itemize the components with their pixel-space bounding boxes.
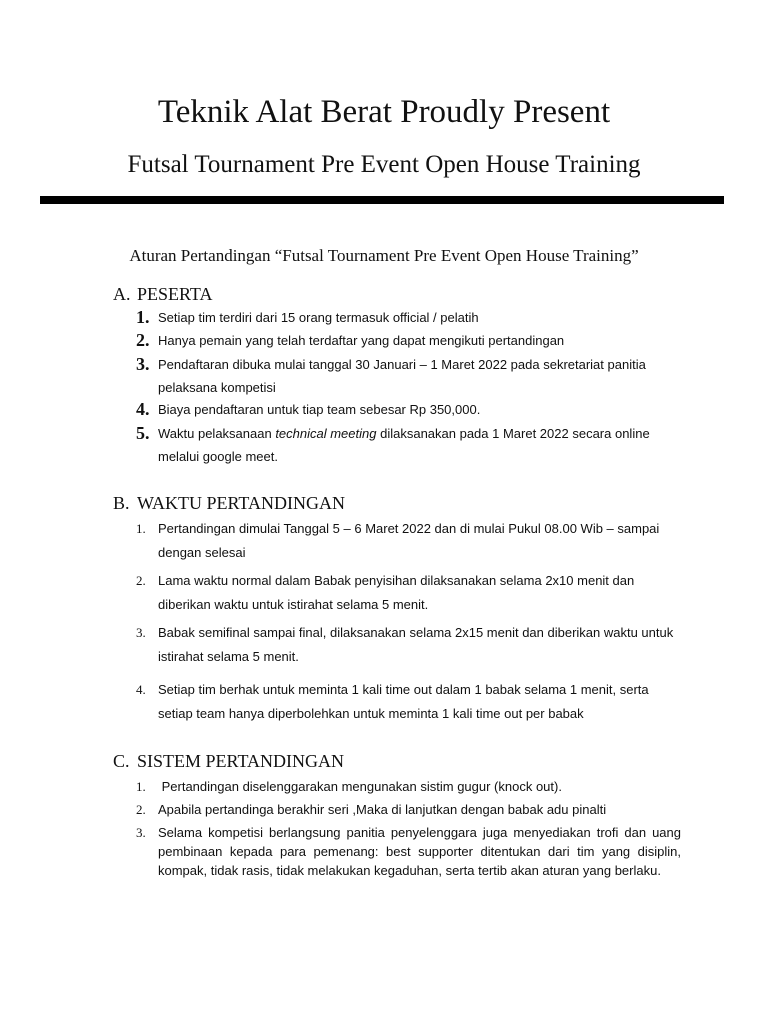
list-item-number: 2.: [136, 330, 150, 350]
list-item-text-part: dilaksanakan pada 1 Maret 2022 secara online melalui google meet.: [158, 426, 650, 464]
list-item: [136, 306, 681, 329]
list-item-text-part: Waktu pelaksanaan: [158, 426, 276, 441]
list-item-number: 2.: [136, 573, 146, 588]
list-item-number: 3.: [136, 825, 146, 840]
list-item-number: 2.: [136, 802, 146, 817]
list-item-number: 1.: [136, 307, 150, 327]
list-item: [136, 398, 681, 421]
list-item-text: Pertandingan dimulai Tanggal 5 – 6 Maret 2022 dan di mulai Pukul 08.00 Wib – sampai dengan selesai: [158, 521, 660, 560]
list-item: [136, 621, 681, 669]
list-item-text: Biaya pendaftaran untuk tiap team sebesar Rp 350,000.: [158, 402, 481, 417]
list-item-text: Lama waktu normal dalam Babak penyisihan dilaksanakan selama 2x10 menit dan diberikan waktu untuk istirahat selama 5 menit.: [158, 573, 635, 612]
document-title: Teknik Alat Berat Proudly Present: [157, 94, 611, 130]
document-subtitle: Futsal Tournament Pre Event Open House Training: [127, 151, 641, 178]
list-item-text: Hanya pemain yang telah terdaftar yang dapat mengikuti pertandingan: [158, 333, 565, 348]
list-item: [136, 569, 681, 617]
list-item-text: Pendaftaran dibuka mulai tanggal 30 Januari – 1 Maret 2022 pada sekretariat panitia pelaksana kompetisi: [158, 357, 646, 395]
section-b-title: WAKTU PERTANDINGAN: [137, 493, 345, 513]
list-item-number: 1.: [136, 521, 146, 536]
header-divider: [40, 196, 724, 204]
rules-heading: Aturan Pertandingan “Futsal Tournament Pre Event Open House Training”: [129, 246, 639, 265]
list-item-text: Babak semifinal sampai final, dilaksanakan selama 2x15 menit dan diberikan waktu untuk istirahat selama 5 menit.: [158, 625, 674, 664]
section-a-heading: [113, 282, 213, 306]
list-item-number: 1.: [136, 779, 146, 794]
section-c-letter: C.: [113, 751, 130, 771]
list-item-number: 4.: [136, 399, 150, 419]
section-c-title: SISTEM PERTANDINGAN: [137, 751, 344, 771]
list-item: [136, 777, 681, 796]
list-item: [136, 517, 681, 565]
list-item: [136, 422, 681, 468]
section-b-letter: B.: [113, 493, 130, 513]
list-item-number: 3.: [136, 354, 150, 374]
list-item: [136, 329, 681, 352]
list-item-text: [158, 422, 681, 468]
section-a-title: PESERTA: [137, 284, 213, 304]
list-item-text: Selama kompetisi berlangsung panitia penyelenggara juga menyediakan trofi dan uang pembinaan kepada para pemenang: best supporter ditentukan dari tim yang disiplin, kompak, tidak rasis, tidak melakukan kegaduhan, serta tertib akan aturan yang berlaku.: [158, 825, 681, 878]
list-item-text-italic: technical meeting: [275, 426, 377, 441]
list-item-text: Pertandingan diselenggarakan mengunakan sistim gugur (knock out).: [158, 779, 562, 794]
section-b-heading: [113, 491, 345, 515]
section-c-heading: [113, 749, 344, 773]
list-item-number: 4.: [136, 682, 146, 697]
section-a-letter: A.: [113, 284, 131, 304]
list-item: [136, 823, 681, 880]
list-item-text: Setiap tim terdiri dari 15 orang termasuk official / pelatih: [158, 310, 479, 325]
list-item: [136, 678, 681, 726]
list-item: [136, 800, 681, 819]
list-item: [136, 353, 681, 399]
list-item-text: Setiap tim berhak untuk meminta 1 kali time out dalam 1 babak selama 1 menit, serta setiap team hanya diperbolehkan untuk meminta 1 kali time out per babak: [158, 682, 649, 721]
list-item-text: Apabila pertandinga berakhir seri ,Maka di lanjutkan dengan babak adu pinalti: [158, 802, 607, 817]
list-item-number: 3.: [136, 625, 146, 640]
list-item-number: 5.: [136, 423, 150, 443]
